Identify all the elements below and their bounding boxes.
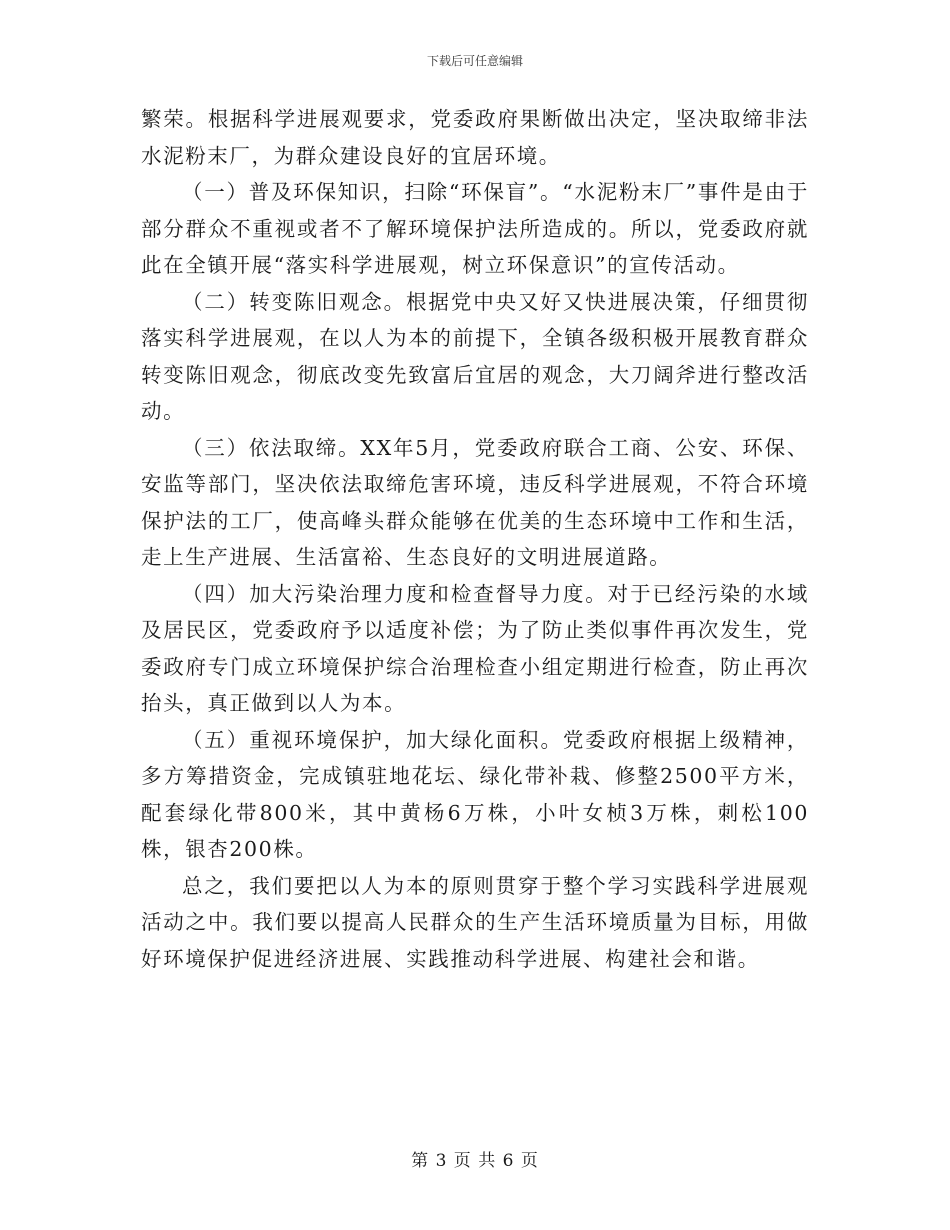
page-number-footer: 第 3 页 共 6 页 bbox=[411, 1151, 539, 1171]
paragraph-item-5: （五）重视环境保护，加大绿化面积。党委政府根据上级精神，多方筹措资金，完成镇驻地花坛、绿化带补栽、修整2500平方米，配套绿化带800米，其中黄杨6万株，小叶女桢3万株，刺松100株，银杏200株。 bbox=[141, 727, 809, 861]
page-header: 下载后可任意编辑 bbox=[426, 54, 523, 68]
document-body bbox=[141, 101, 809, 977]
paragraph-item-3: （三）依法取缔。XX年5月，党委政府联合工商、公安、环保、安监等部门，坚决依法取缔危害环境，违反科学进展观，不符合环境保护法的工厂，使高峰头群众能够在优美的生态环境中工作和生活，走上生产进展、生活富裕、生态良好的文明进展道路。 bbox=[141, 435, 809, 569]
paragraph-conclusion: 总之，我们要把以人为本的原则贯穿于整个学习实践科学进展观活动之中。我们要以提高人民群众的生产生活环境质量为目标，用做好环境保护促进经济进展、实践推动科学进展、构建社会和谐。 bbox=[141, 873, 809, 971]
paragraph-item-1: （一）普及环保知识，扫除“环保盲”。“水泥粉末厂”事件是由于部分群众不重视或者不了解环境保护法所造成的。所以，党委政府就此在全镇开展“落实科学进展观，树立环保意识”的宣传活动。 bbox=[141, 180, 809, 277]
paragraph-intro: 繁荣。根据科学进展观要求，党委政府果断做出决定，坚决取缔非法水泥粉末厂，为群众建设良好的宜居环境。 bbox=[141, 107, 809, 168]
paragraph-item-4: （四）加大污染治理力度和检查督导力度。对于已经污染的水域及居民区，党委政府予以适度补偿；为了防止类似事件再次发生，党委政府专门成立环境保护综合治理检查小组定期进行检查，防止再次抬头，真正做到以人为本。 bbox=[141, 581, 809, 715]
paragraph-item-2: （二）转变陈旧观念。根据党中央又好又快进展决策，仔细贯彻落实科学进展观，在以人为本的前提下，全镇各级积极开展教育群众转变陈旧观念，彻底改变先致富后宜居的观念，大刀阔斧进行整改活动。 bbox=[141, 289, 809, 423]
